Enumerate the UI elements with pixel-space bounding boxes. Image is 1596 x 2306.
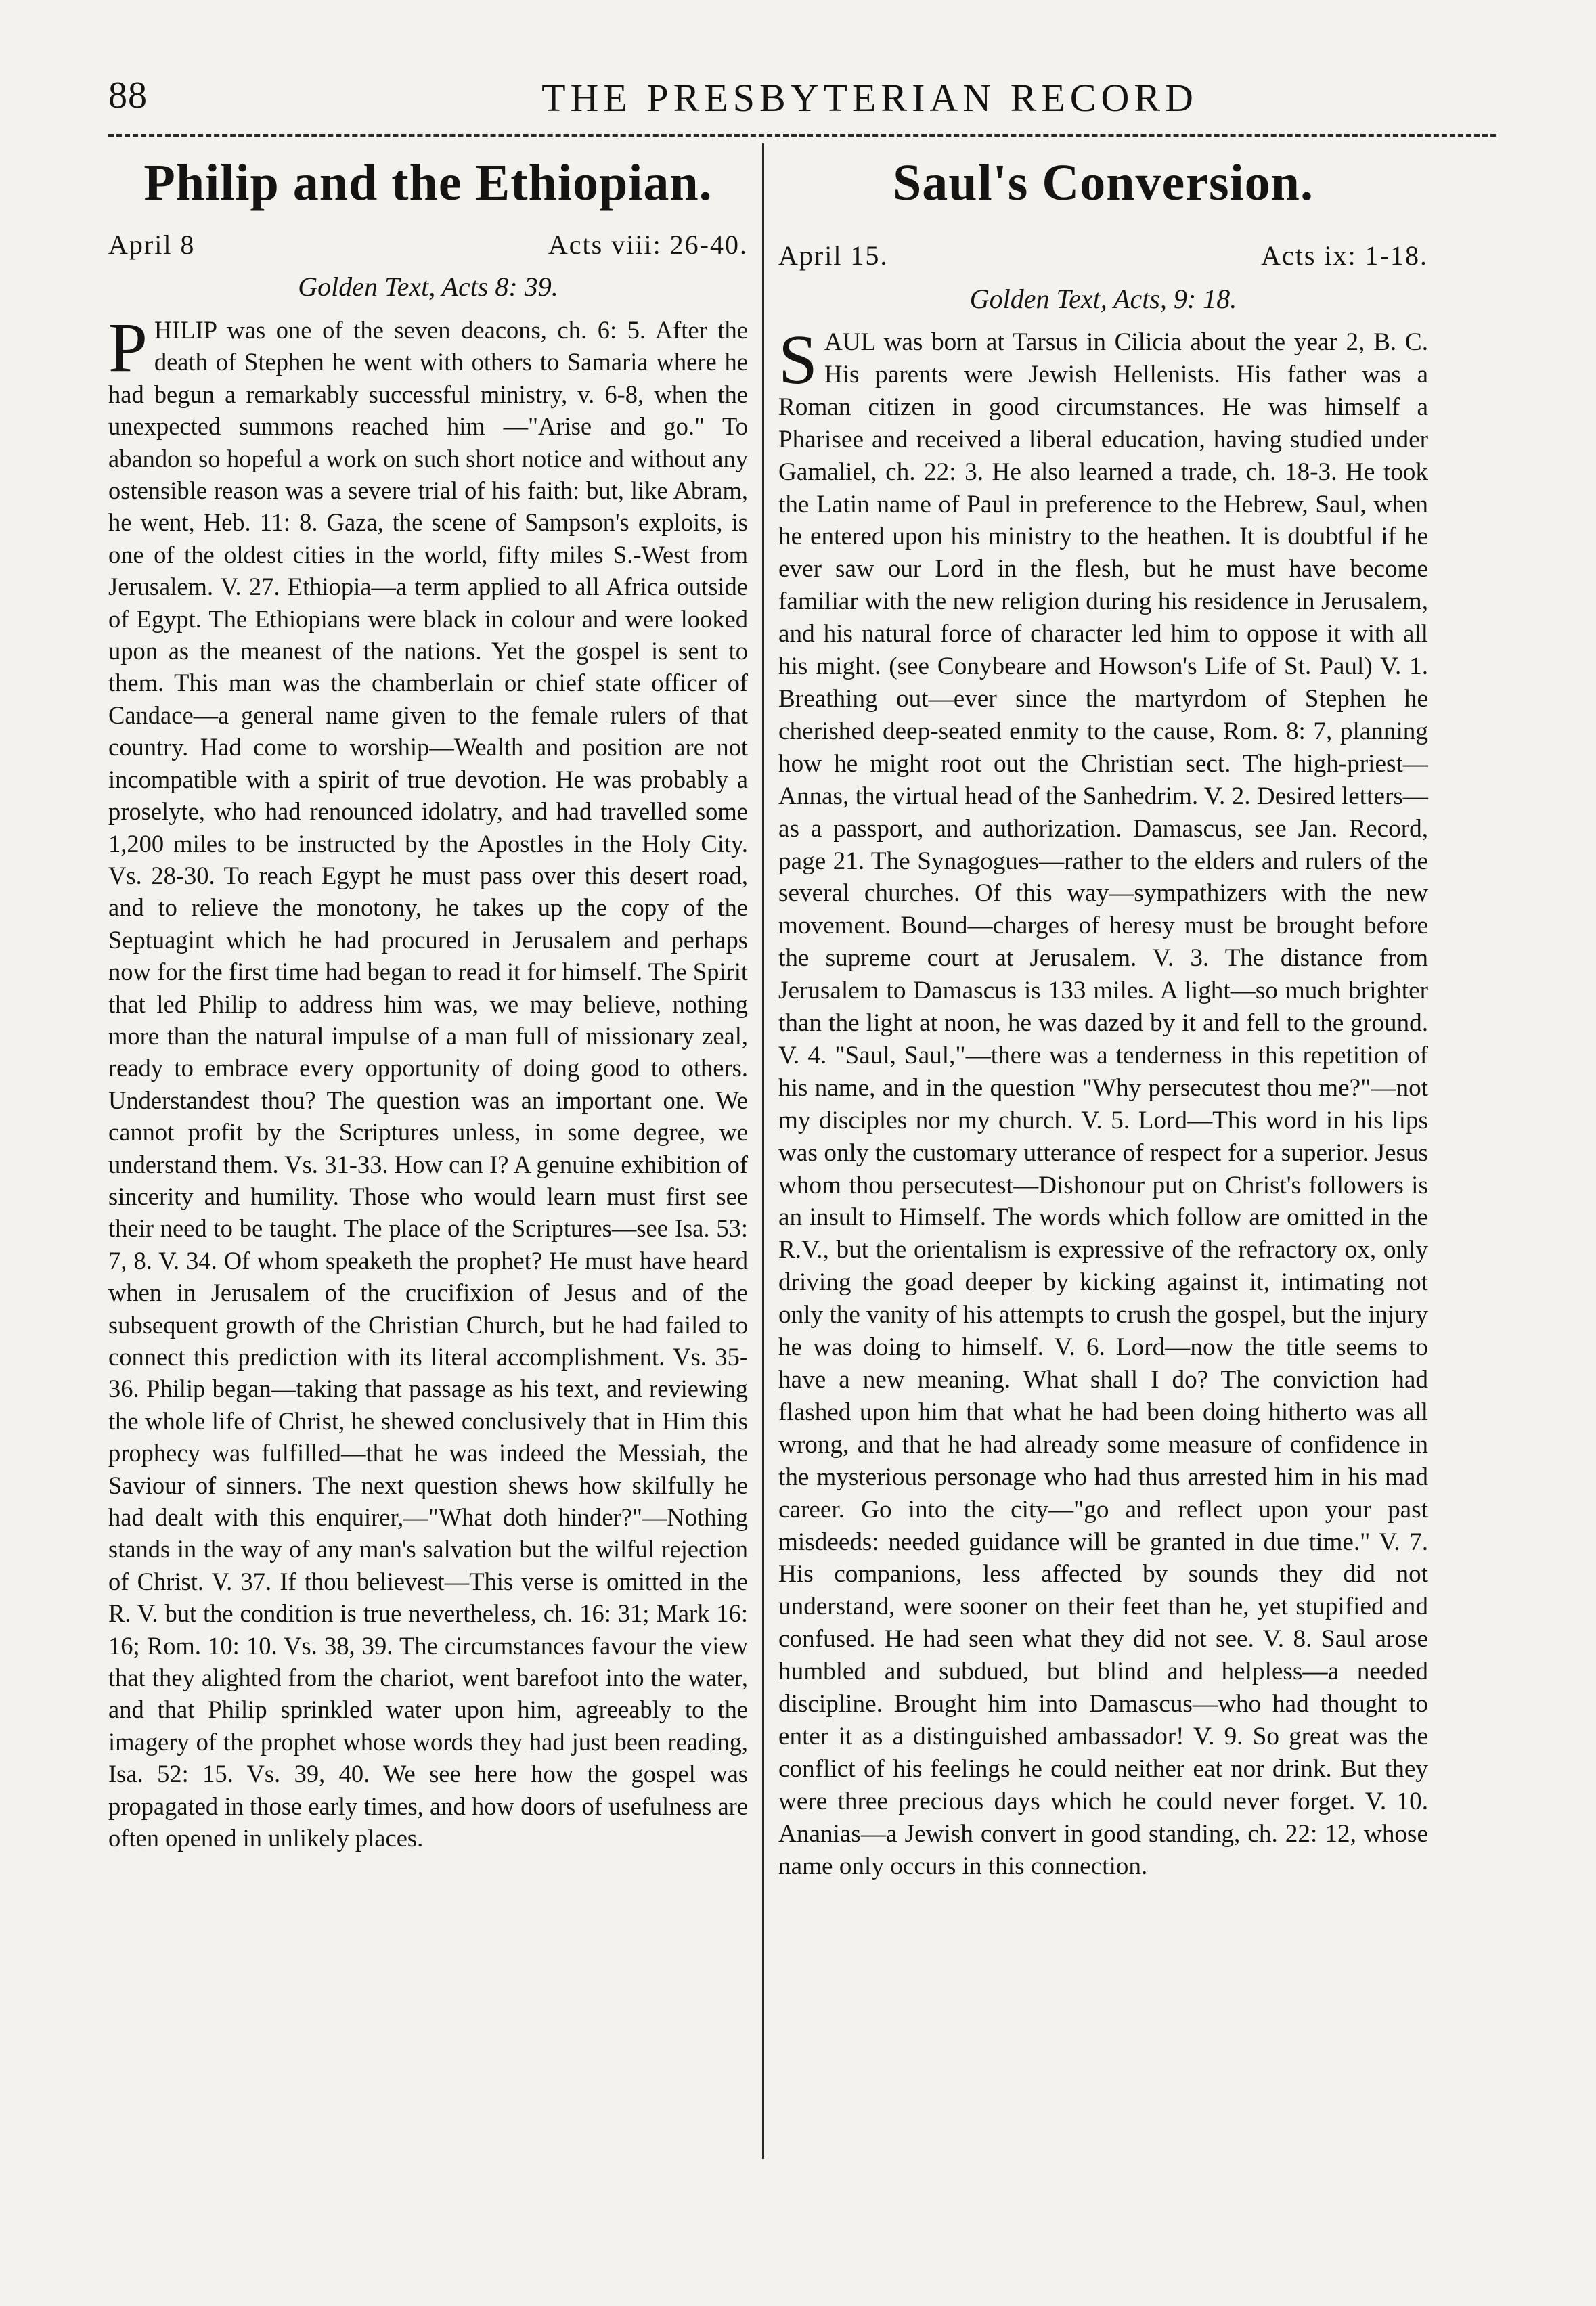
article-philip-and-the-ethiopian bbox=[108, 149, 748, 1855]
article-title: Philip and the Ethiopian. bbox=[143, 154, 713, 211]
lesson-meta bbox=[778, 237, 1428, 275]
article-body bbox=[108, 309, 748, 1855]
article-title: Saul's Conversion. bbox=[893, 154, 1314, 211]
article-sauls-conversion bbox=[778, 149, 1428, 1883]
column-divider bbox=[762, 143, 764, 2159]
article-body bbox=[778, 321, 1428, 1883]
publication-title: THE PRESBYTERIAN RECORD bbox=[541, 76, 1198, 120]
page-number: 88 bbox=[108, 74, 148, 116]
scripture-reference: Acts ix: 1-18. bbox=[1261, 240, 1428, 271]
drop-cap: S bbox=[778, 321, 818, 399]
header-rule bbox=[108, 134, 1496, 137]
golden-text: Golden Text, Acts 8: 39. bbox=[298, 271, 558, 302]
article-paragraph: HILIP was one of the seven deacons, ch. 6: 5. After the death of Stephen he went with others to Samaria where he had begun a remarkably successful ministry, v. 6-8, when the unexpected summons reached him —"Arise and go." To abandon so hopeful a work on such short notice and without any ostensible reason was a severe trial of his faith: but, like Abram, he went, Heb. 11: 8. Gaza, the scene of Sampson's exploits, is one of the oldest cities in the world, fifty miles S.-West from Jerusalem. V. 27. Ethiopia—a term applied to all Africa outside of Egypt. The Ethiopians were black in colour and were looked upon as the meanest of the nations. Yet the gospel is sent to them. This man was the chamberlain or chief state officer of Candace—a general name given to the female rulers of that country. Had come to worship—Wealth and position are not incompatible with a spirit of true devotion. He was probably a proselyte, who had renounced idolatry, and had travelled some 1,200 miles to be instructed by the Apostles in the Holy City. Vs. 28-30. To reach Egypt he must pass over this desert road, and to relieve the monotony, he takes up the copy of the Septuagint which he had procured in Jerusalem and perhaps now for the first time had began to read it for himself. The Spirit that led Philip to address him was, we may believe, nothing more than the natural impulse of a man full of missionary zeal, ready to embrace every opportunity of doing good to others. Understandest thou? The question was an important one. We cannot profit by the Scriptures unless, in some degree, we understand them. Vs. 31-33. How can I? A genuine exhibition of sincerity and humility. Those who would learn must first see their need to be taught. The place of the Scriptures—see Isa. 53: 7, 8. V. 34. Of whom speaketh the prophet? He must have heard when in Jerusalem of the crucifixion of Jesus and of the subsequent growth of the Christian Church, but he had failed to connect this prediction with its literal accomplishment. Vs. 35-36. Philip began—taking that passage as his text, and reviewing the whole life of Christ, he shewed conclusively that in Him this prophecy was fulfilled—that he was indeed the Messiah, the Saviour of sinners. The next question shews how skilfully he had dealt with this enquirer,—"What doth hinder?"—Nothing stands in the way of any man's salvation but the wilful rejection of Christ. V. 37. If thou believest—This verse is omitted in the R. V. but the condition is true nevertheless, ch. 16: 31; Mark 16: 16; Rom. 10: 10. Vs. 38, 39. The circumstances favour the view that they alighted from the chariot, went barefoot into the water, and that Philip sprinkled water upon him, agreeably to the imagery of the prophet whose words they had just been reading, Isa. 52: 15. Vs. 39, 40. We see here how the gospel was propagated in those early times, and how doors of usefulness are often opened in unlikely places. bbox=[108, 316, 748, 1853]
drop-cap: P bbox=[108, 309, 148, 386]
lesson-meta bbox=[108, 226, 748, 264]
page-header bbox=[108, 72, 1496, 126]
lesson-date: April 8 bbox=[108, 229, 196, 260]
article-paragraph: AUL was born at Tarsus in Cilicia about the year 2, B. C. His parents were Jewish Hellenists. His father was a Roman citizen in good circumstances. He was himself a Pharisee and received a liberal education, having studied under Gamaliel, ch. 22: 3. He also learned a trade, ch. 18-3. He took the Latin name of Paul in preference to the Hebrew, Saul, when he entered upon his ministry to the heathen. It is doubtful if he ever saw our Lord in the flesh, but he must have become familiar with the new religion during his residence in Jerusalem, and his natural force of character led him to oppose it with all his might. (see Conybeare and Howson's Life of St. Paul) V. 1. Breathing out—ever since the martyrdom of Stephen he cherished deep-seated enmity to the cause, Rom. 8: 7, planning how he might root out the Christian sect. The high-priest—Annas, the virtual head of the Sanhedrim. V. 2. Desired letters—as a passport, and authorization. Damascus, see Jan. Record, page 21. The Synagogues—rather to the elders and rulers of the several churches. Of this way—sympathizers with the new movement. Bound—charges of heresy must be brought before the supreme court at Jerusalem. V. 3. The distance from Jerusalem to Damascus is 133 miles. A light—so much brighter than the light at noon, he was dazed by it and fell to the ground. V. 4. "Saul, Saul,"—there was a tenderness in this repetition of his name, and in the question "Why persecutest thou me?"—not my disciples nor my church. V. 5. Lord—This word in his lips was only the customary utterance of respect for a superior. Jesus whom thou persecutest—Dishonour put on Christ's followers is an insult to Himself. The words which follow are omitted in the R.V., but the orientalism is expressive of the refractory ox, only driving the goad deeper by kicking against it, intimating not only the vanity of his attempts to crush the gospel, but the injury he was doing to himself. V. 6. Lord—now the title seems to have a new meaning. What shall I do? The conviction had flashed upon him that what he had been doing hitherto was all wrong, and that he had already some measure of confidence in the mysterious personage who had thus arrested him in his mad career. Go into the city—"go and reflect upon your past misdeeds: needed guidance will be granted in due time." V. 7. His companions, less affected by sounds they did not understand, were sooner on their feet than he, yet stupified and confused. He had seen what they did not see. V. 8. Saul arose humbled and subdued, but blind and helpless—a needed discipline. Brought him into Damascus—who had thought to enter it as a distinguished ambassador! V. 9. So great was the conflict of his feelings he could neither eat nor drink. But they were three precious days which he could never forget. V. 10. Ananias—a Jewish convert in good standing, ch. 22: 12, whose name only occurs in this connection. bbox=[778, 328, 1428, 1880]
golden-text: Golden Text, Acts, 9: 18. bbox=[969, 284, 1237, 314]
lesson-date: April 15. bbox=[778, 240, 889, 271]
scripture-reference: Acts viii: 26-40. bbox=[548, 229, 748, 260]
